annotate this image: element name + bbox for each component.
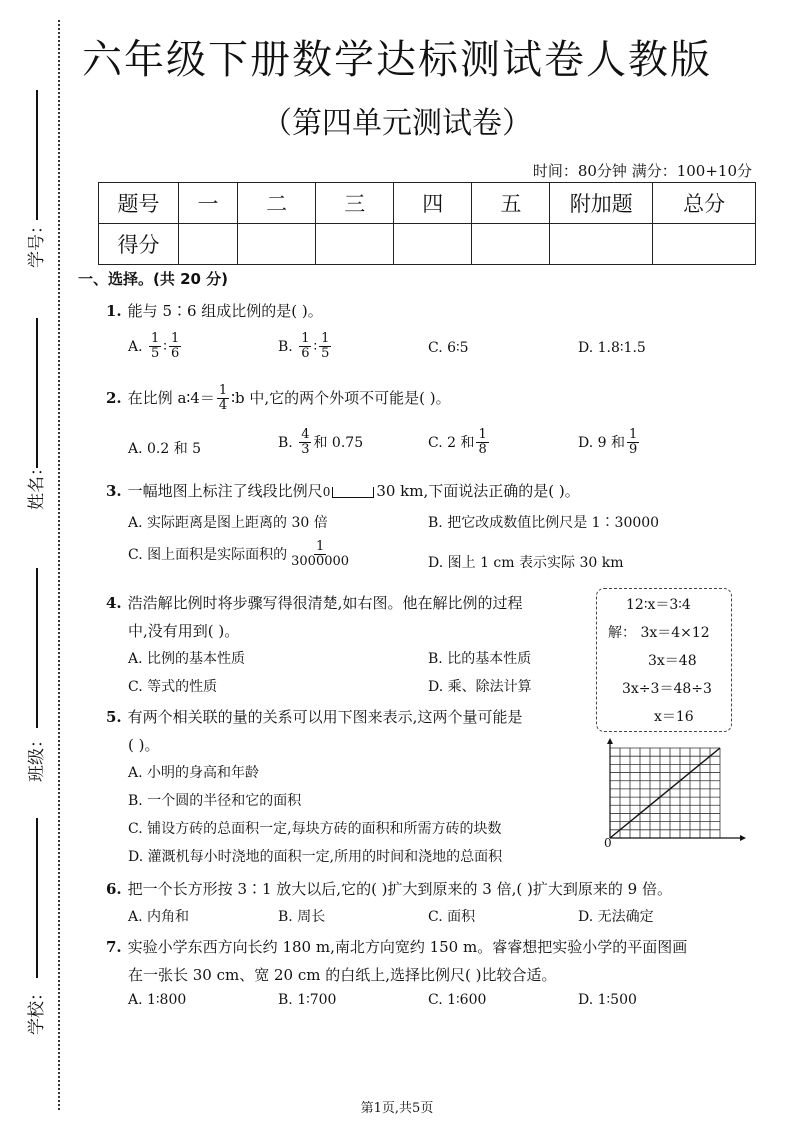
q7-option-c[interactable]: C. 1∶600: [428, 992, 487, 1008]
q6-option-c[interactable]: C. 面积: [428, 909, 476, 925]
q6-option-a[interactable]: A. 内角和: [128, 909, 190, 925]
question-5: [106, 706, 522, 727]
q4-option-a[interactable]: A. 比例的基本性质: [128, 651, 246, 667]
q2-option-a[interactable]: A. 0.2 和 5: [128, 441, 202, 457]
question-text: ∶b 中,它的两个外项不可能是( )。: [231, 388, 451, 407]
page-footer: 第1页,共5页: [360, 1101, 434, 1116]
q5-option-c[interactable]: C. 铺设方砖的总面积一定,每块方砖的面积和所需方砖的块数: [128, 821, 502, 837]
question-text: 中,没有用到( )。: [128, 622, 240, 640]
question-text: 实验小学东西方向长约 180 m,南北方向宽约 150 m。睿睿想把实验小学的平面图画: [127, 938, 688, 956]
score-header-cell: 四: [394, 183, 472, 224]
q1-option-b[interactable]: B. $\frac{1}{6}$ ∶ $\frac{1}{5}$: [278, 331, 330, 362]
y-axis-arrow: [607, 738, 613, 744]
fraction: $\frac{4}{3}$: [301, 427, 310, 458]
question-1: [106, 300, 323, 321]
question-number: 2.: [106, 388, 122, 407]
q1-option-d[interactable]: D. 1.8∶1.5: [578, 340, 646, 356]
score-cell[interactable]: [550, 224, 653, 265]
question-text: 有两个相关联的量的关系可以用下图来表示,这两个量可能是: [127, 708, 523, 726]
section-title: 一、选择。(共 20 分): [78, 270, 229, 288]
question-6: [106, 878, 672, 899]
page-title: 六年级下册数学达标测试卷人教版: [82, 37, 712, 83]
question-number: 7.: [106, 938, 122, 956]
score-table-score-row: [99, 224, 756, 265]
school-line: [36, 818, 38, 978]
fraction: $\frac{1}{6}$: [301, 331, 310, 362]
fraction: $\frac{1}{4}$: [218, 383, 228, 414]
solution-step: 12∶x＝3∶4: [626, 597, 691, 613]
q5-option-d[interactable]: D. 灌溉机每小时浇地的面积一定,所用的时间和浇地的总面积: [128, 849, 503, 865]
question-text: 一幅地图上标注了线段比例尺: [127, 482, 323, 500]
q4-option-b[interactable]: B. 比的基本性质: [428, 651, 532, 667]
question-number: 6.: [106, 880, 122, 898]
fraction: $\frac{1}{8}$: [478, 427, 487, 458]
q1-option-c[interactable]: C. 6∶5: [428, 340, 469, 356]
option-letter: B.: [278, 338, 293, 355]
name-label: 姓名：: [27, 459, 47, 510]
q5-option-b[interactable]: B. 一个圆的半径和它的面积: [128, 793, 302, 809]
x-axis-arrow: [740, 835, 746, 841]
solution-step: x＝16: [654, 709, 694, 725]
fraction: $\frac{1}{6}$: [170, 331, 180, 362]
school-label: 学校：: [27, 984, 47, 1035]
q7-option-a[interactable]: A. 1∶800: [128, 992, 187, 1008]
q3-option-b[interactable]: B. 把它改成数值比例尺是 1∶30000: [428, 515, 660, 531]
question-text: 在一张长 30 cm、宽 20 cm 的白纸上,选择比例尺( )比较合适。: [128, 966, 557, 984]
question-text: 能与 5∶6 组成比例的是( )。: [127, 302, 323, 320]
score-cell[interactable]: [238, 224, 316, 265]
fraction: $\frac{1}{3000000}$: [291, 539, 350, 570]
class-line: [36, 568, 38, 728]
question-7: [106, 936, 687, 957]
question-4: [106, 592, 522, 613]
score-cell[interactable]: [178, 224, 237, 265]
question-number: 5.: [106, 708, 122, 726]
question-number: 1.: [106, 302, 122, 320]
score-header-cell: 总分: [653, 183, 756, 224]
time-info: 时间：80分钟 满分：100+10分: [532, 162, 752, 180]
student-id-label: 学号：: [27, 217, 47, 268]
q7-option-d[interactable]: D. 1∶500: [578, 992, 637, 1008]
score-cell[interactable]: [472, 224, 550, 265]
q2-option-d[interactable]: D. 9 和 $\frac{1}{9}$: [578, 427, 638, 458]
q4-option-c[interactable]: C. 等式的性质: [128, 679, 218, 695]
question-text: ( )。: [128, 736, 160, 754]
question-number: 3.: [106, 482, 122, 500]
q1-option-a[interactable]: A. $\frac{1}{5}$ ∶ $\frac{1}{6}$: [128, 331, 180, 362]
score-header-cell: 题号: [99, 183, 179, 224]
score-row-label: 得分: [99, 224, 179, 265]
score-header-cell: 三: [316, 183, 394, 224]
q7-option-b[interactable]: B. 1∶700: [278, 992, 337, 1008]
q3-option-c[interactable]: C. 图上面积是实际面积的 $\frac{1}{3000000}$: [128, 539, 350, 570]
proportion-graph: [600, 738, 746, 850]
score-header-cell: 一: [178, 183, 237, 224]
page-subtitle: （第四单元测试卷）: [262, 106, 532, 141]
question-text: 在比例 a∶4＝: [127, 388, 215, 407]
score-header-cell: 二: [238, 183, 316, 224]
binding-margin-line: [58, 20, 60, 1110]
q4-option-d[interactable]: D. 乘、除法计算: [428, 679, 532, 695]
question-3: [106, 480, 580, 501]
scale-bar-zero: 0: [322, 485, 331, 499]
score-table: [98, 182, 756, 265]
q6-option-b[interactable]: B. 周长: [278, 909, 326, 925]
score-cell[interactable]: [394, 224, 472, 265]
solution-step: 解： 3x＝4×12: [608, 625, 710, 641]
fraction: $\frac{1}{5}$: [151, 331, 160, 362]
name-line: [36, 318, 38, 468]
q2-option-b[interactable]: B. $\frac{4}{3}$ 和 0.75: [278, 427, 364, 458]
class-label: 班级：: [27, 731, 47, 782]
scale-bar-value: 30 km: [376, 482, 424, 500]
score-header-cell: 附加题: [550, 183, 653, 224]
q6-option-d[interactable]: D. 无法确定: [578, 909, 654, 925]
question-number: 4.: [106, 594, 122, 612]
graph-origin-label: 0: [604, 836, 612, 850]
scale-bar: [332, 487, 374, 498]
question-text: 浩浩解比例时将步骤写得很清楚,如右图。他在解比例的过程: [127, 594, 523, 612]
question-2: [106, 384, 451, 414]
score-cell[interactable]: [653, 224, 756, 265]
question-text: ,下面说法正确的是( )。: [423, 482, 580, 500]
q3-option-d[interactable]: D. 图上 1 cm 表示实际 30 km: [428, 555, 624, 571]
score-table-header-row: [99, 183, 756, 224]
question-text: 把一个长方形按 3∶1 放大以后,它的( )扩大到原来的 3 倍,( )扩大到原来的 9 倍。: [127, 880, 672, 898]
score-cell[interactable]: [316, 224, 394, 265]
score-header-cell: 五: [472, 183, 550, 224]
fraction: $\frac{1}{5}$: [321, 331, 330, 362]
solution-step: 3x＝48: [648, 653, 697, 669]
q3-option-a[interactable]: A. 实际距离是图上距离的 30 倍: [128, 515, 328, 531]
graph-line: [610, 748, 720, 838]
q2-option-c[interactable]: C. 2 和 $\frac{1}{8}$: [428, 427, 487, 458]
q5-option-a[interactable]: A. 小明的身高和年龄: [128, 765, 260, 781]
solution-step: 3x÷3＝48÷3: [622, 681, 712, 697]
fraction: $\frac{1}{9}$: [628, 427, 638, 458]
option-letter: A.: [128, 338, 143, 355]
